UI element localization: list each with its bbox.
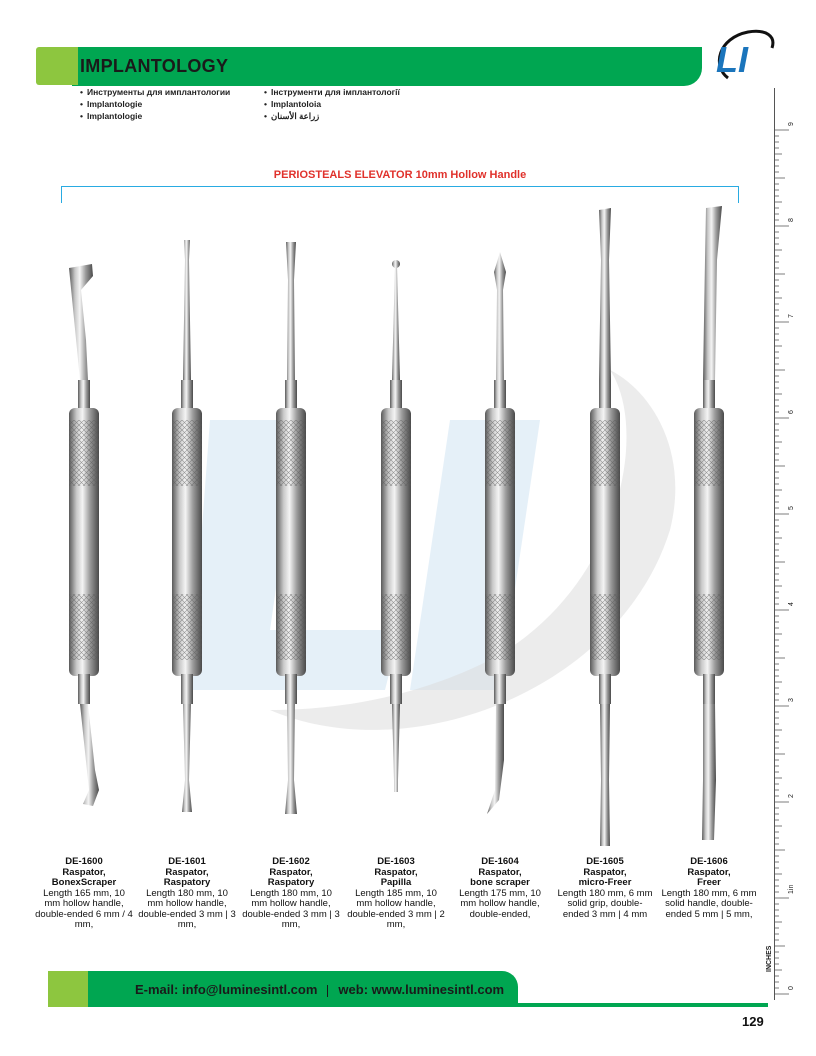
product-type: BonexScraper (51, 877, 117, 888)
product-code: DE-1605 (586, 856, 624, 867)
language-list-1 (80, 86, 230, 122)
product-code: DE-1603 (377, 856, 415, 867)
logo-text: LI (716, 39, 748, 80)
ruler-number: 9 (788, 122, 795, 126)
product-name: Raspator, (687, 866, 731, 878)
ruler-number: 5 (788, 506, 795, 510)
product-code: DE-1600 (65, 856, 103, 867)
instrument-de-1604 (475, 200, 525, 850)
language-item: • Implantologie (80, 110, 230, 122)
ruler-unit-label: INCHES (766, 945, 773, 972)
ruler-number: 1in (788, 884, 795, 894)
language-item: • Інструменти для імплантології (264, 86, 400, 98)
product-description: Length 180 mm, 6 mm solid handle, double-ended 5 mm | 5 mm, (661, 887, 757, 920)
product-code: DE-1602 (272, 856, 310, 867)
page-number: 129 (742, 1014, 764, 1029)
ruler-number: 0 (788, 986, 795, 990)
page-title: IMPLANTOLOGY (80, 56, 229, 76)
product-code: DE-1601 (168, 856, 206, 867)
product-caption (241, 857, 341, 931)
product-description: Length 180 mm, 10 mm hollow handle, double-ended 3 mm | 3 mm, (138, 887, 236, 930)
footer-accent (48, 971, 88, 1007)
product-type: micro-Freer (578, 877, 632, 888)
ruler-number: 7 (788, 314, 795, 318)
language-item: • Implantoloia (264, 98, 400, 110)
language-item: • زراعة الأسنان (264, 110, 400, 122)
ruler-number: 6 (788, 410, 795, 414)
ruler-number: 8 (788, 218, 795, 222)
product-description: Length 185 mm, 10 mm hollow handle, double-ended 3 mm | 2 mm, (347, 887, 445, 930)
ruler-number: 2 (788, 794, 795, 798)
footer-contact (135, 982, 504, 997)
product-caption (659, 857, 759, 920)
product-type: Papilla (380, 877, 412, 888)
product-description: Length 165 mm, 10 mm hollow handle, double-ended 6 mm / 4 mm, (35, 887, 133, 930)
instrument-de-1601 (162, 200, 212, 850)
product-name: Raspator, (478, 866, 522, 878)
footer-separator (327, 985, 328, 997)
brand-logo (708, 26, 778, 88)
product-caption (346, 857, 446, 931)
ruler-number: 3 (788, 698, 795, 702)
product-description: Length 180 mm, 10 mm hollow handle, double-ended 3 mm | 3 mm, (242, 887, 340, 930)
product-code: DE-1606 (690, 856, 728, 867)
product-caption (137, 857, 237, 931)
product-name: Raspator, (62, 866, 106, 878)
instrument-de-1602 (266, 200, 316, 850)
inch-ruler (774, 88, 799, 1000)
product-caption (555, 857, 655, 920)
ruler-number: 4 (788, 602, 795, 606)
instrument-de-1605 (580, 200, 630, 850)
product-description: Length 180 mm, 6 mm solid grip, double-ended 3 mm | 4 mm (557, 887, 653, 920)
product-type: Freer (697, 877, 721, 888)
footer-web: web: www.luminesintl.com (338, 982, 505, 997)
product-caption (34, 857, 134, 931)
product-caption (450, 857, 550, 920)
product-description: Length 175 mm, 10 mm hollow handle, double-ended, (459, 887, 541, 920)
product-name: Raspator, (165, 866, 209, 878)
instrument-de-1600 (59, 200, 109, 850)
product-name: Raspator, (583, 866, 627, 878)
product-type: bone scraper (470, 877, 530, 888)
section-title: PERIOSTEALS ELEVATOR 10mm Hollow Handle (273, 169, 527, 181)
product-name: Raspator, (269, 866, 313, 878)
instrument-de-1606 (684, 200, 734, 850)
instrument-de-1603 (371, 200, 421, 850)
product-type: Raspatory (267, 877, 315, 888)
language-item: • Инструменты для имплантологии (80, 86, 230, 98)
language-list-2 (264, 86, 400, 122)
footer-line (518, 1003, 768, 1007)
product-type: Raspatory (163, 877, 211, 888)
language-item: • Implantologie (80, 98, 230, 110)
product-name: Raspator, (374, 866, 418, 878)
footer-email: E-mail: info@luminesintl.com (135, 982, 318, 997)
product-code: DE-1604 (481, 856, 519, 867)
header-accent (36, 47, 78, 85)
